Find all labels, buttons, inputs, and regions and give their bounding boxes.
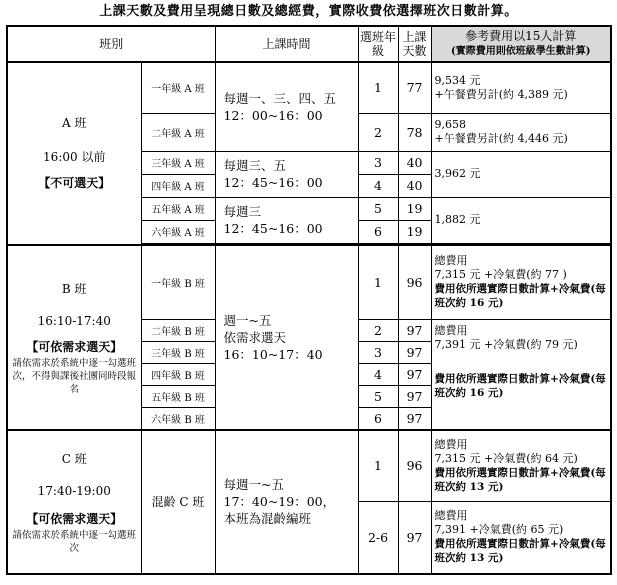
fee-b2-label: 總費用 xyxy=(434,324,468,337)
schedule-c-days: 每週一~五 xyxy=(223,477,284,492)
days-num: 40 xyxy=(398,151,431,174)
header-class: 班別 xyxy=(7,26,215,62)
grade-num: 1 xyxy=(358,430,398,502)
days-num: 40 xyxy=(398,174,431,197)
grade-num: 1 xyxy=(358,245,398,320)
grade-num: 6 xyxy=(358,408,398,430)
fee-b2 xyxy=(431,320,611,430)
fee-b1-per: 16 xyxy=(469,297,485,310)
schedule-a34-time: 12：45~16：00 xyxy=(223,175,323,190)
days-num: 97 xyxy=(398,502,431,574)
days-num: 77 xyxy=(398,62,431,113)
grade-num: 1 xyxy=(358,62,398,113)
fee-b1 xyxy=(431,245,611,320)
schedule-b-note: 依需求選天 xyxy=(223,329,287,345)
header-ref-title: 參考費用以15人計算 xyxy=(465,29,577,43)
class-b-time: 16:10-17:40 xyxy=(37,313,111,328)
fee-c2-per: 13 xyxy=(469,552,485,565)
header-grade: 選班年級 xyxy=(358,26,398,62)
class-c-note: 【可依需求選天】 xyxy=(26,511,123,526)
grade-num: 3 xyxy=(358,151,398,174)
class-a-time: 16:00 以前 xyxy=(43,150,106,165)
schedule-c xyxy=(215,430,358,574)
grade-b6: 六年級 B 班 xyxy=(141,408,215,430)
table-row xyxy=(7,62,611,113)
grade-a2: 二年級 A 班 xyxy=(141,113,215,151)
schedule-a12-time: 12：00~16：00 xyxy=(223,107,323,123)
days-num: 97 xyxy=(398,408,431,430)
schedule-c-note: 本班為混齡編班 xyxy=(223,511,312,526)
class-c-note2: 請依需求於系統中逐一勾選班次 xyxy=(12,529,136,554)
header-time: 上課時間 xyxy=(215,26,358,62)
schedule-a12-days: 每週一、三、四、五 xyxy=(223,90,337,106)
fee-b1-label: 總費用 xyxy=(434,254,468,268)
fee-c1-note-text: 費用依所選實際日數計算+冷氣費(每班次約 xyxy=(434,466,606,493)
grade-b3: 三年級 B 班 xyxy=(141,342,215,364)
schedule-a12 xyxy=(215,62,358,151)
days-num: 97 xyxy=(398,342,431,364)
grade-a1: 一年級 A 班 xyxy=(141,62,215,113)
fee-c1-amount: 7,315 元 +冷氣費(約 64 元) xyxy=(434,451,578,465)
fee-c2-label: 總費用 xyxy=(434,509,468,523)
fee-c1-per: 13 xyxy=(469,480,485,493)
fee-a1-amount: 9,534 元 xyxy=(434,73,481,87)
grade-num: 5 xyxy=(358,197,398,220)
fee-c1-label: 總費用 xyxy=(434,437,468,451)
grade-num: 2 xyxy=(358,320,398,342)
fee-c2-note xyxy=(435,537,611,565)
fee-a34: 3,962 元 xyxy=(431,151,611,197)
fee-c2-note-text: 費用依所選實際日數計算+冷氣費(每班次約 xyxy=(434,538,606,565)
fee-c2-amount: 7,391 +冷氣費(約 65 元) xyxy=(434,523,564,537)
fee-c1 xyxy=(431,430,611,502)
class-a-note: 【不可選天】 xyxy=(38,176,111,191)
grade-num: 2-6 xyxy=(358,502,398,574)
grade-c: 混齡 C 班 xyxy=(141,430,215,574)
days-num: 96 xyxy=(398,245,431,320)
class-b-note: 【可依需求選天】 xyxy=(26,339,123,354)
fee-b2-note xyxy=(435,372,611,400)
fee-a2-amount: 9,658 xyxy=(434,118,467,131)
fee-b2-unit: 元) xyxy=(487,387,504,399)
days-num: 97 xyxy=(398,386,431,408)
fee-b1-note-text: 費用依所選實際日數計算+冷氣費(每班次約 xyxy=(434,283,606,310)
schedule-b-days: 週一~五 xyxy=(223,312,272,328)
fee-c1-note xyxy=(435,466,611,494)
fee-b2-amount: 7,391 元 +冷氣費(約 79 元) xyxy=(434,338,578,351)
schedule-b xyxy=(215,245,358,430)
schedule-b-time: 16：10~17：40 xyxy=(223,346,323,362)
fee-c2 xyxy=(431,502,611,574)
fee-b1-note xyxy=(435,282,611,310)
grade-a5: 五年級 A 班 xyxy=(141,197,215,220)
fee-b2-per: 16 xyxy=(469,387,485,399)
days-num: 19 xyxy=(398,197,431,220)
fee-c1-unit: 元) xyxy=(487,480,504,493)
header-days: 上課天數 xyxy=(398,26,431,62)
schedule-a56 xyxy=(215,197,358,243)
fee-c2-unit: 元) xyxy=(487,552,504,565)
class-b-note2: 請依需求於系統中逐一勾選班次，不得與課後社團同時段報名 xyxy=(12,357,136,395)
grade-num: 4 xyxy=(358,364,398,386)
grade-a3: 三年級 A 班 xyxy=(141,151,215,174)
grade-num: 6 xyxy=(358,220,398,243)
header-row xyxy=(7,26,611,62)
class-c-cell xyxy=(7,430,141,574)
days-num: 19 xyxy=(398,220,431,243)
class-c-name: C 班 xyxy=(61,451,87,466)
header-ref xyxy=(431,26,611,62)
fee-b1-unit: 元) xyxy=(487,297,504,310)
days-num: 78 xyxy=(398,113,431,151)
table-row xyxy=(7,430,611,502)
fee-a1-lunch: +午餐費另計(約 4,389 元) xyxy=(434,87,568,101)
class-a-name: A 班 xyxy=(62,116,87,131)
grade-b5: 五年級 B 班 xyxy=(141,386,215,408)
schedule-a34-days: 每週三、五 xyxy=(223,158,287,173)
page-title: 上課天數及費用呈現總日數及總經費，實際收費依選擇班次日數計算。 xyxy=(99,4,518,19)
grade-a6: 六年級 A 班 xyxy=(141,220,215,243)
days-num: 97 xyxy=(398,320,431,342)
class-b-cell xyxy=(7,245,141,430)
days-num: 96 xyxy=(398,430,431,502)
schedule-a34 xyxy=(215,151,358,197)
class-a-cell xyxy=(7,62,141,245)
fee-a2 xyxy=(431,113,611,151)
grade-num: 5 xyxy=(358,386,398,408)
schedule-c-time: 17：40~19：00， xyxy=(223,494,336,509)
grade-num: 4 xyxy=(358,174,398,197)
table-row xyxy=(7,245,611,320)
grade-b2: 二年級 B 班 xyxy=(141,320,215,342)
fee-a1 xyxy=(431,62,611,113)
header-ref-note: (實際費用則依班級學生數計算) xyxy=(451,46,591,57)
grade-a4: 四年級 A 班 xyxy=(141,174,215,197)
fee-b1-amount: 7,315 元 +冷氣費(約 77 ) xyxy=(434,268,567,282)
grade-num: 3 xyxy=(358,342,398,364)
schedule-a56-days: 每週三 xyxy=(223,204,262,219)
class-c-time: 17:40-19:00 xyxy=(37,483,111,498)
grade-num: 2 xyxy=(358,113,398,151)
fee-a56: 1,882 元 xyxy=(431,197,611,243)
fee-a2-lunch: +午餐費另計(約 4,446 元) xyxy=(434,132,568,145)
days-num: 97 xyxy=(398,364,431,386)
fee-b2-note-text: 費用依所選實際日數計算+冷氣費(每班次約 xyxy=(434,373,606,399)
schedule-a56-time: 12：45~16：00 xyxy=(223,221,323,236)
grade-b4: 四年級 B 班 xyxy=(141,364,215,386)
fee-table xyxy=(6,25,612,575)
grade-b1: 一年級 B 班 xyxy=(141,245,215,320)
class-b-name: B 班 xyxy=(61,281,87,296)
